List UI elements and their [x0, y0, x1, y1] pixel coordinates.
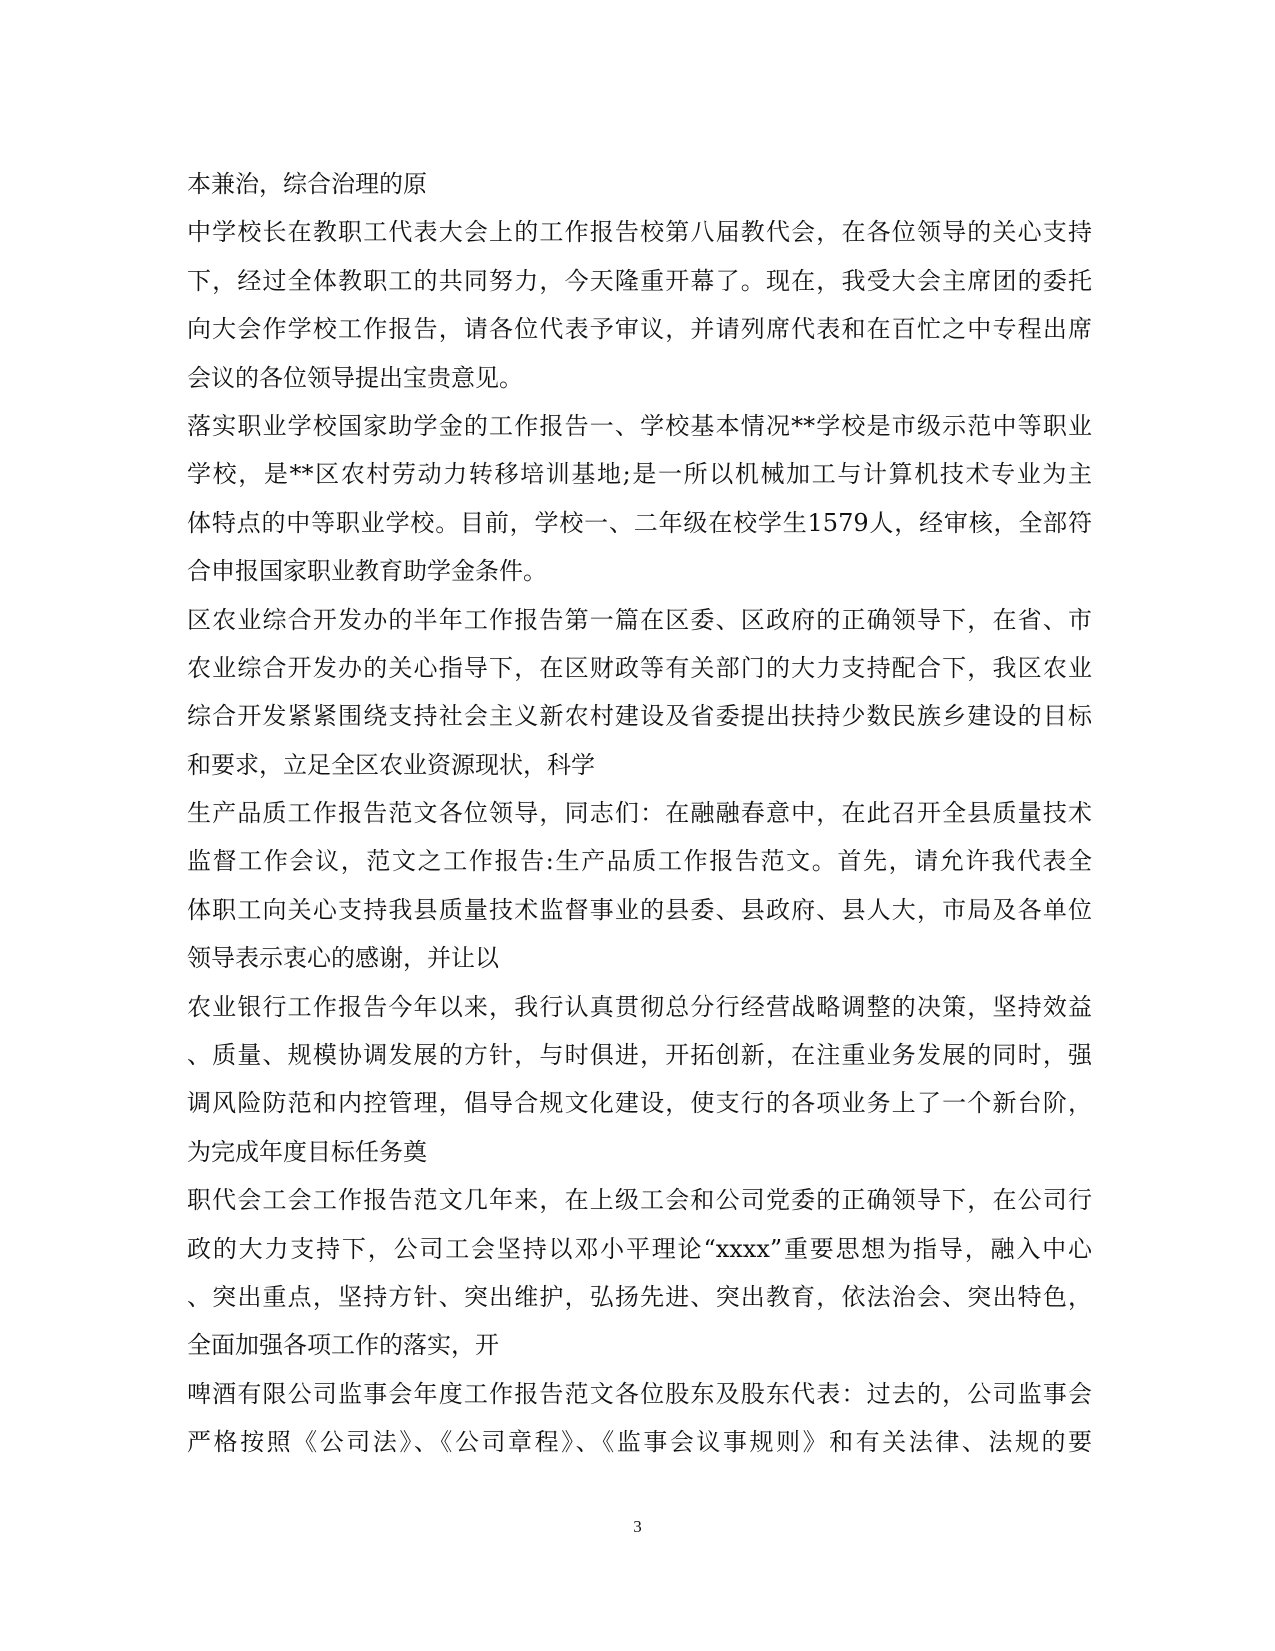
text-line: 合申报国家职业教育助学金条件。: [187, 557, 547, 586]
page-number: 3: [633, 1517, 642, 1536]
text-line: 为完成年度目标任务奠: [187, 1137, 427, 1166]
text-line: 职代会工会工作报告范文几年来，在上级工会和公司党委的正确领导下，在公司行: [187, 1186, 1092, 1215]
body-text: [187, 160, 1092, 1467]
text-line: 学校，是**区农村劳动力转移培训基地;是一所以机械加工与计算机技术专业为主: [187, 460, 1092, 489]
text-line: 本兼治，综合治理的原: [187, 170, 427, 198]
text-line: 体职工向关心支持我县质量技术监督事业的县委、县政府、县人大，市局及各单位: [187, 895, 1092, 924]
text-line: 严格按照《公司法》、《公司章程》、《监事会议事规则》和有关法律、法规的要: [187, 1428, 1092, 1457]
text-line: 农业银行工作报告今年以来，我行认真贯彻总分行经营战略调整的决策，坚持效益: [187, 992, 1092, 1021]
text-line: 中学校长在教职工代表大会上的工作报告校第八届教代会，在各位领导的关心支持: [187, 218, 1092, 247]
text-line: 区农业综合开发办的半年工作报告第一篇在区委、区政府的正确领导下，在省、市: [187, 605, 1092, 634]
text-line: 农业综合开发办的关心指导下，在区财政等有关部门的大力支持配合下，我区农业: [187, 653, 1092, 682]
text-line: 啤酒有限公司监事会年度工作报告范文各位股东及股东代表：过去的，公司监事会: [187, 1379, 1092, 1408]
text-line: 全面加强各项工作的落实，开: [187, 1331, 499, 1360]
text-line: 下，经过全体教职工的共同努力，今天隆重开幕了。现在，我受大会主席团的委托: [187, 266, 1092, 295]
text-line: 落实职业学校国家助学金的工作报告一、学校基本情况**学校是市级示范中等职业: [187, 411, 1092, 440]
text-line: 生产品质工作报告范文各位领导，同志们：在融融春意中，在此召开全县质量技术: [187, 799, 1092, 828]
text-line: 调风险防范和内控管理，倡导合规文化建设，使支行的各项业务上了一个新台阶，: [187, 1089, 1092, 1118]
text-line: 政的大力支持下，公司工会坚持以邓小平理论“xxxx”重要思想为指导，融入中心: [187, 1234, 1092, 1263]
text-line: 体特点的中等职业学校。目前，学校一、二年级在校学生1579人，经审核，全部符: [187, 508, 1092, 537]
text-line: 会议的各位领导提出宝贵意见。: [187, 363, 523, 392]
text-line: 和要求，立足全区农业资源现状，科学: [187, 750, 595, 779]
text-line: 、质量、规模协调发展的方针，与时俱进，开拓创新，在注重业务发展的同时，强: [187, 1041, 1092, 1070]
text-line: 、突出重点，坚持方针、突出维护，弘扬先进、突出教育，依法治会、突出特色，: [187, 1282, 1092, 1311]
text-line: 领导表示衷心的感谢，并让以: [187, 944, 499, 973]
text-line: 监督工作会议，范文之工作报告:生产品质工作报告范文。首先，请允许我代表全: [187, 847, 1092, 876]
text-line: 向大会作学校工作报告，请各位代表予审议，并请列席代表和在百忙之中专程出席: [187, 315, 1092, 344]
text-line: 综合开发紧紧围绕支持社会主义新农村建设及省委提出扶持少数民族乡建设的目标: [187, 702, 1092, 731]
